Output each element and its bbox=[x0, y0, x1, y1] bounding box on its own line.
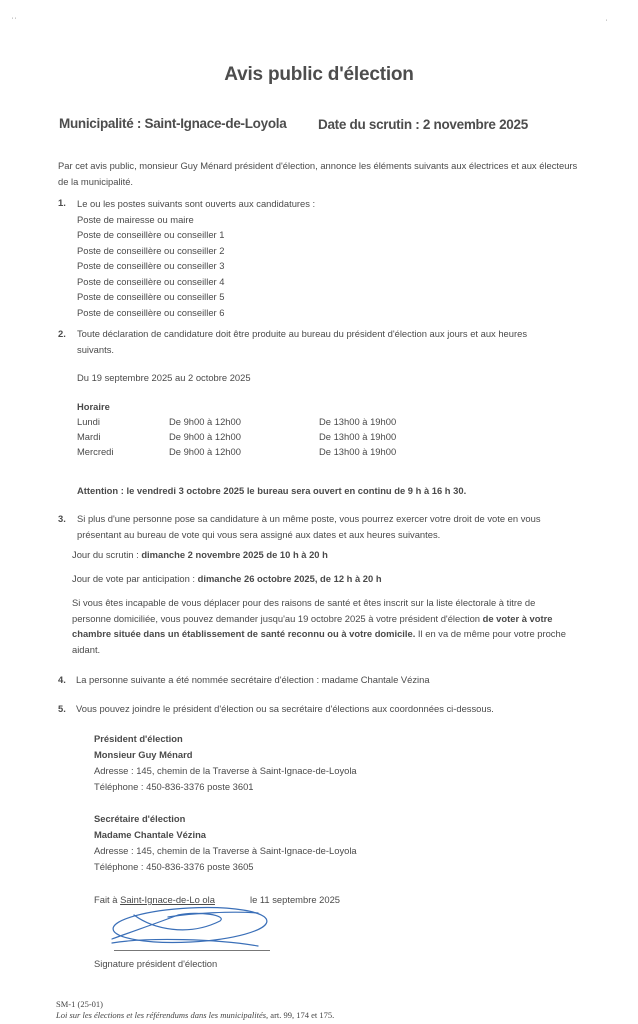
item-2-text-line: Toute déclaration de candidature doit être produite au bureau du président d'élection aux jours et aux heures bbox=[77, 328, 528, 339]
schedule-afternoon: De 13h00 à 19h00 bbox=[319, 431, 397, 442]
position-item: Poste de conseillère ou conseiller 6 bbox=[77, 306, 225, 318]
position-item: Poste de conseillère ou conseiller 4 bbox=[77, 275, 225, 287]
health-line: Si vous êtes incapable de vous déplacer pour des raisons de santé et êtes inscrit sur la liste électorale à titre de bbox=[72, 597, 536, 608]
position-item: Poste de mairesse ou maire bbox=[77, 213, 194, 225]
schedule-morning: De 9h00 à 12h00 bbox=[169, 431, 241, 442]
position-item: Poste de conseillère ou conseiller 2 bbox=[77, 244, 225, 256]
position-item: Poste de conseillère ou conseiller 1 bbox=[77, 229, 225, 240]
item-3-text-line: Si plus d'une personne pose sa candidature à un même poste, vous pourrez exercer votre droit de vote en vous bbox=[77, 513, 541, 524]
item-5-text: Vous pouvez joindre le président d'élection ou sa secrétaire d'élections aux coordonnées ci-dessous. bbox=[76, 703, 494, 714]
schedule-title: Horaire bbox=[77, 401, 110, 412]
item-1-text: Le ou les postes suivants sont ouverts aux candidatures : bbox=[77, 198, 316, 209]
item-1-content bbox=[77, 196, 315, 320]
item-5-number: 5. bbox=[58, 703, 66, 714]
form-code: SM-1 (25-01) bbox=[56, 999, 103, 1009]
contact-address: Adresse : 145, chemin de la Traverse à Saint-Ignace-de-Loyola bbox=[94, 845, 357, 856]
contact-role: Secrétaire d'élection bbox=[94, 813, 186, 824]
law-articles: art. 99, 174 et 175. bbox=[268, 1010, 335, 1020]
item-2-number: 2. bbox=[58, 328, 66, 339]
election-day-label: Jour du scrutin : bbox=[72, 549, 142, 560]
contact-phone: Téléphone : 450-836-3376 poste 3605 bbox=[94, 861, 254, 872]
submission-period: Du 19 septembre 2025 au 2 octobre 2025 bbox=[77, 372, 251, 383]
contact-phone: Téléphone : 450-836-3376 poste 3601 bbox=[94, 781, 254, 792]
election-day bbox=[72, 547, 328, 563]
health-text: Il en va de même pour votre proche bbox=[415, 628, 566, 639]
signature-line bbox=[114, 950, 270, 951]
schedule-morning: De 9h00 à 12h00 bbox=[169, 416, 241, 427]
item-1-number: 1. bbox=[58, 197, 66, 208]
signature-date: le 11 septembre 2025 bbox=[250, 894, 340, 905]
schedule-day: Mercredi bbox=[77, 446, 114, 457]
contact-president bbox=[94, 731, 357, 795]
schedule-row bbox=[77, 429, 477, 444]
schedule-day: Lundi bbox=[77, 416, 100, 427]
footer bbox=[56, 999, 334, 1021]
item-3-text bbox=[77, 511, 541, 542]
health-text-bold: chambre située dans un établissement de santé reconnu ou à votre domicile. bbox=[72, 628, 416, 639]
corner-mark-left: ' ' bbox=[12, 18, 16, 24]
schedule-row bbox=[77, 414, 477, 429]
advance-day-value: dimanche 26 octobre 2025, de 12 h à 20 h bbox=[197, 573, 382, 584]
schedule-afternoon: De 13h00 à 19h00 bbox=[319, 416, 397, 427]
election-day-value: dimanche 2 novembre 2025 de 10 h à 20 h bbox=[141, 549, 328, 560]
signature-caption: Signature président d'élection bbox=[94, 958, 218, 969]
signature-strokes bbox=[112, 904, 268, 946]
contact-role: Président d'élection bbox=[94, 733, 183, 744]
health-line bbox=[72, 611, 566, 627]
schedule-afternoon: De 13h00 à 19h00 bbox=[319, 446, 397, 457]
schedule-morning: De 9h00 à 12h00 bbox=[169, 446, 241, 457]
position-item: Poste de conseillère ou conseiller 3 bbox=[77, 260, 225, 271]
item-4-number: 4. bbox=[58, 674, 66, 685]
health-text: personne domiciliée, vous pouvez demander jusqu'au 19 octobre 2025 à votre président d'élection bbox=[72, 612, 483, 624]
election-date-label: Date du scrutin : 2 novembre 2025 bbox=[318, 117, 528, 132]
handwritten-signature bbox=[108, 903, 273, 953]
advance-vote-day bbox=[72, 571, 382, 587]
item-2-text-line: suivants. bbox=[77, 343, 114, 355]
item-3-text-line: présentant au bureau de vote qui vous sera assigné aux dates et aux heures suivantes. bbox=[77, 528, 441, 540]
health-text-bold: de voter à votre bbox=[482, 612, 553, 624]
made-at-label: Fait à bbox=[94, 894, 121, 905]
contact-secretary bbox=[94, 811, 357, 875]
attention-notice: Attention : le vendredi 3 octobre 2025 le bureau sera ouvert en continu de 9 h à 16 h 30. bbox=[77, 485, 467, 496]
contact-address: Adresse : 145, chemin de la Traverse à Saint-Ignace-de-Loyola bbox=[94, 765, 357, 776]
schedule-row bbox=[77, 444, 477, 459]
schedule-day: Mardi bbox=[77, 431, 101, 442]
intro-paragraph: Par cet avis public, monsieur Guy Ménard président d'élection, annonce les éléments suivants aux électrices et aux électeurs de la municipalité. bbox=[58, 160, 578, 187]
health-line bbox=[72, 626, 566, 642]
advance-day-label: Jour de vote par anticipation : bbox=[72, 573, 198, 584]
contact-name: Monsieur Guy Ménard bbox=[94, 749, 193, 760]
item-2-text bbox=[77, 326, 527, 357]
health-line: aidant. bbox=[72, 643, 101, 655]
contact-name: Madame Chantale Vézina bbox=[94, 829, 207, 840]
made-at-place: Saint-Ignace-de-Lo ola bbox=[120, 894, 215, 905]
page-title: Avis public d'élection bbox=[224, 64, 414, 85]
item-4-text: La personne suivante a été nommée secrétaire d'élection : madame Chantale Vézina bbox=[76, 674, 430, 685]
municipality-label: Municipalité : Saint-Ignace-de-Loyola bbox=[59, 116, 287, 131]
schedule-table bbox=[77, 414, 477, 459]
corner-mark-right: ' bbox=[606, 20, 608, 26]
health-paragraph bbox=[72, 595, 566, 657]
law-reference bbox=[56, 1010, 334, 1021]
law-title: Loi sur les élections et les référendums dans les municipalités, bbox=[56, 1010, 269, 1020]
position-item: Poste de conseillère ou conseiller 5 bbox=[77, 291, 225, 302]
item-3-number: 3. bbox=[58, 513, 66, 524]
